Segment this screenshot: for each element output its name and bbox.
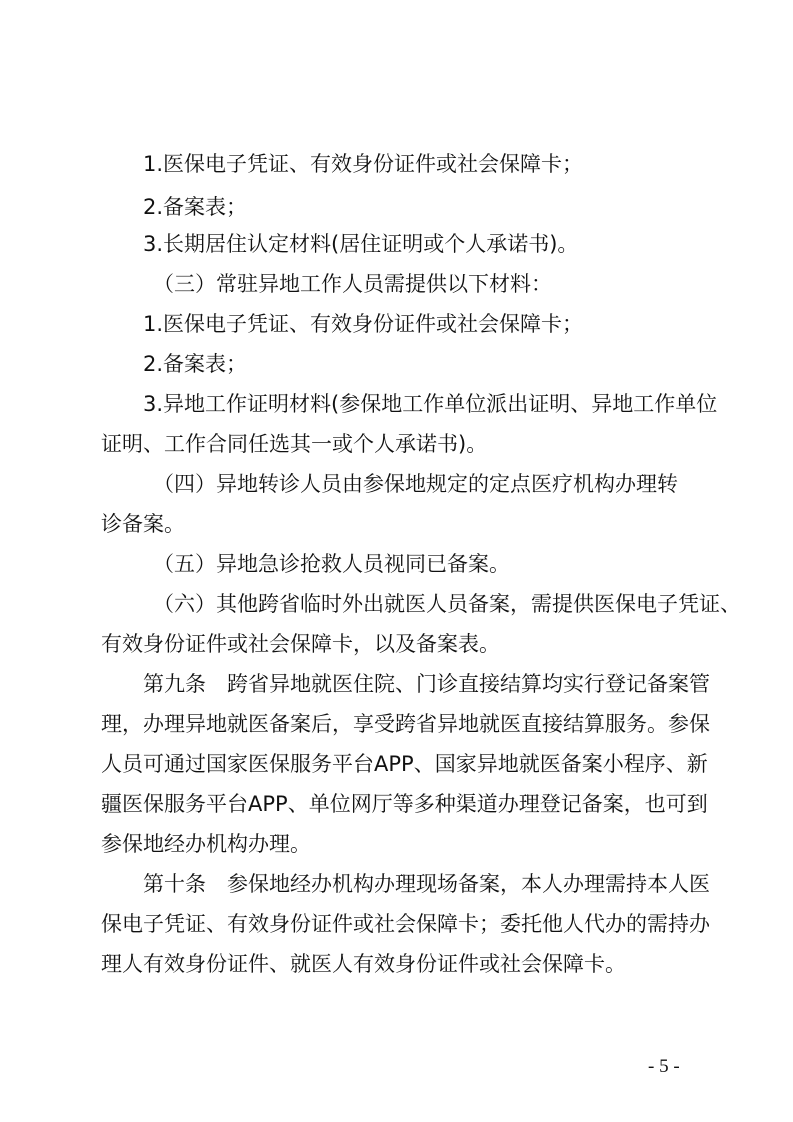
text-line: 证明、工作合同任选其一或个人承诺书)。 xyxy=(101,432,488,456)
text-line: （六）其他跨省临时外出就医人员备案，需提供医保电子凭证、 xyxy=(153,592,741,616)
text-line: 理，办理异地就医备案后，享受跨省异地就医直接结算服务。参保 xyxy=(101,712,710,736)
text-line: 保电子凭证、有效身份证件或社会保障卡；委托他人代办的需持办 xyxy=(101,912,710,936)
text-line: 3.异地工作证明材料(参保地工作单位派出证明、异地工作单位 xyxy=(143,392,718,416)
text-line: 3.长期居住认定材料(居住证明或个人承诺书)。 xyxy=(143,232,579,256)
text-line: 理人有效身份证件、就医人有效身份证件或社会保障卡。 xyxy=(101,952,626,976)
text-line: 疆医保服务平台APP、单位网厅等多种渠道办理登记备案，也可到 xyxy=(101,792,708,816)
text-line: 人员可通过国家医保服务平台APP、国家异地就医备案小程序、新 xyxy=(101,752,708,776)
text-line: 参保地经办机构办理。 xyxy=(101,832,311,856)
text-line: （五）异地急诊抢救人员视同已备案。 xyxy=(153,552,510,576)
text-line: 有效身份证件或社会保障卡，以及备案表。 xyxy=(101,632,500,656)
text-line: （三）常驻异地工作人员需提供以下材料： xyxy=(153,272,552,296)
text-line: 第九条 跨省异地就医住院、门诊直接结算均实行登记备案管 xyxy=(143,672,710,696)
text-line: 诊备案。 xyxy=(101,512,185,536)
text-line: 2.备案表； xyxy=(143,195,248,219)
page-number: - 5 - xyxy=(648,1056,680,1077)
text-line: 2.备案表； xyxy=(143,352,248,376)
text-line: （四）异地转诊人员由参保地规定的定点医疗机构办理转 xyxy=(153,472,678,496)
text-line: 第十条 参保地经办机构办理现场备案，本人办理需持本人医 xyxy=(143,872,710,896)
text-line: 1.医保电子凭证、有效身份证件或社会保障卡； xyxy=(143,152,584,176)
text-line: 1.医保电子凭证、有效身份证件或社会保障卡； xyxy=(143,312,584,336)
